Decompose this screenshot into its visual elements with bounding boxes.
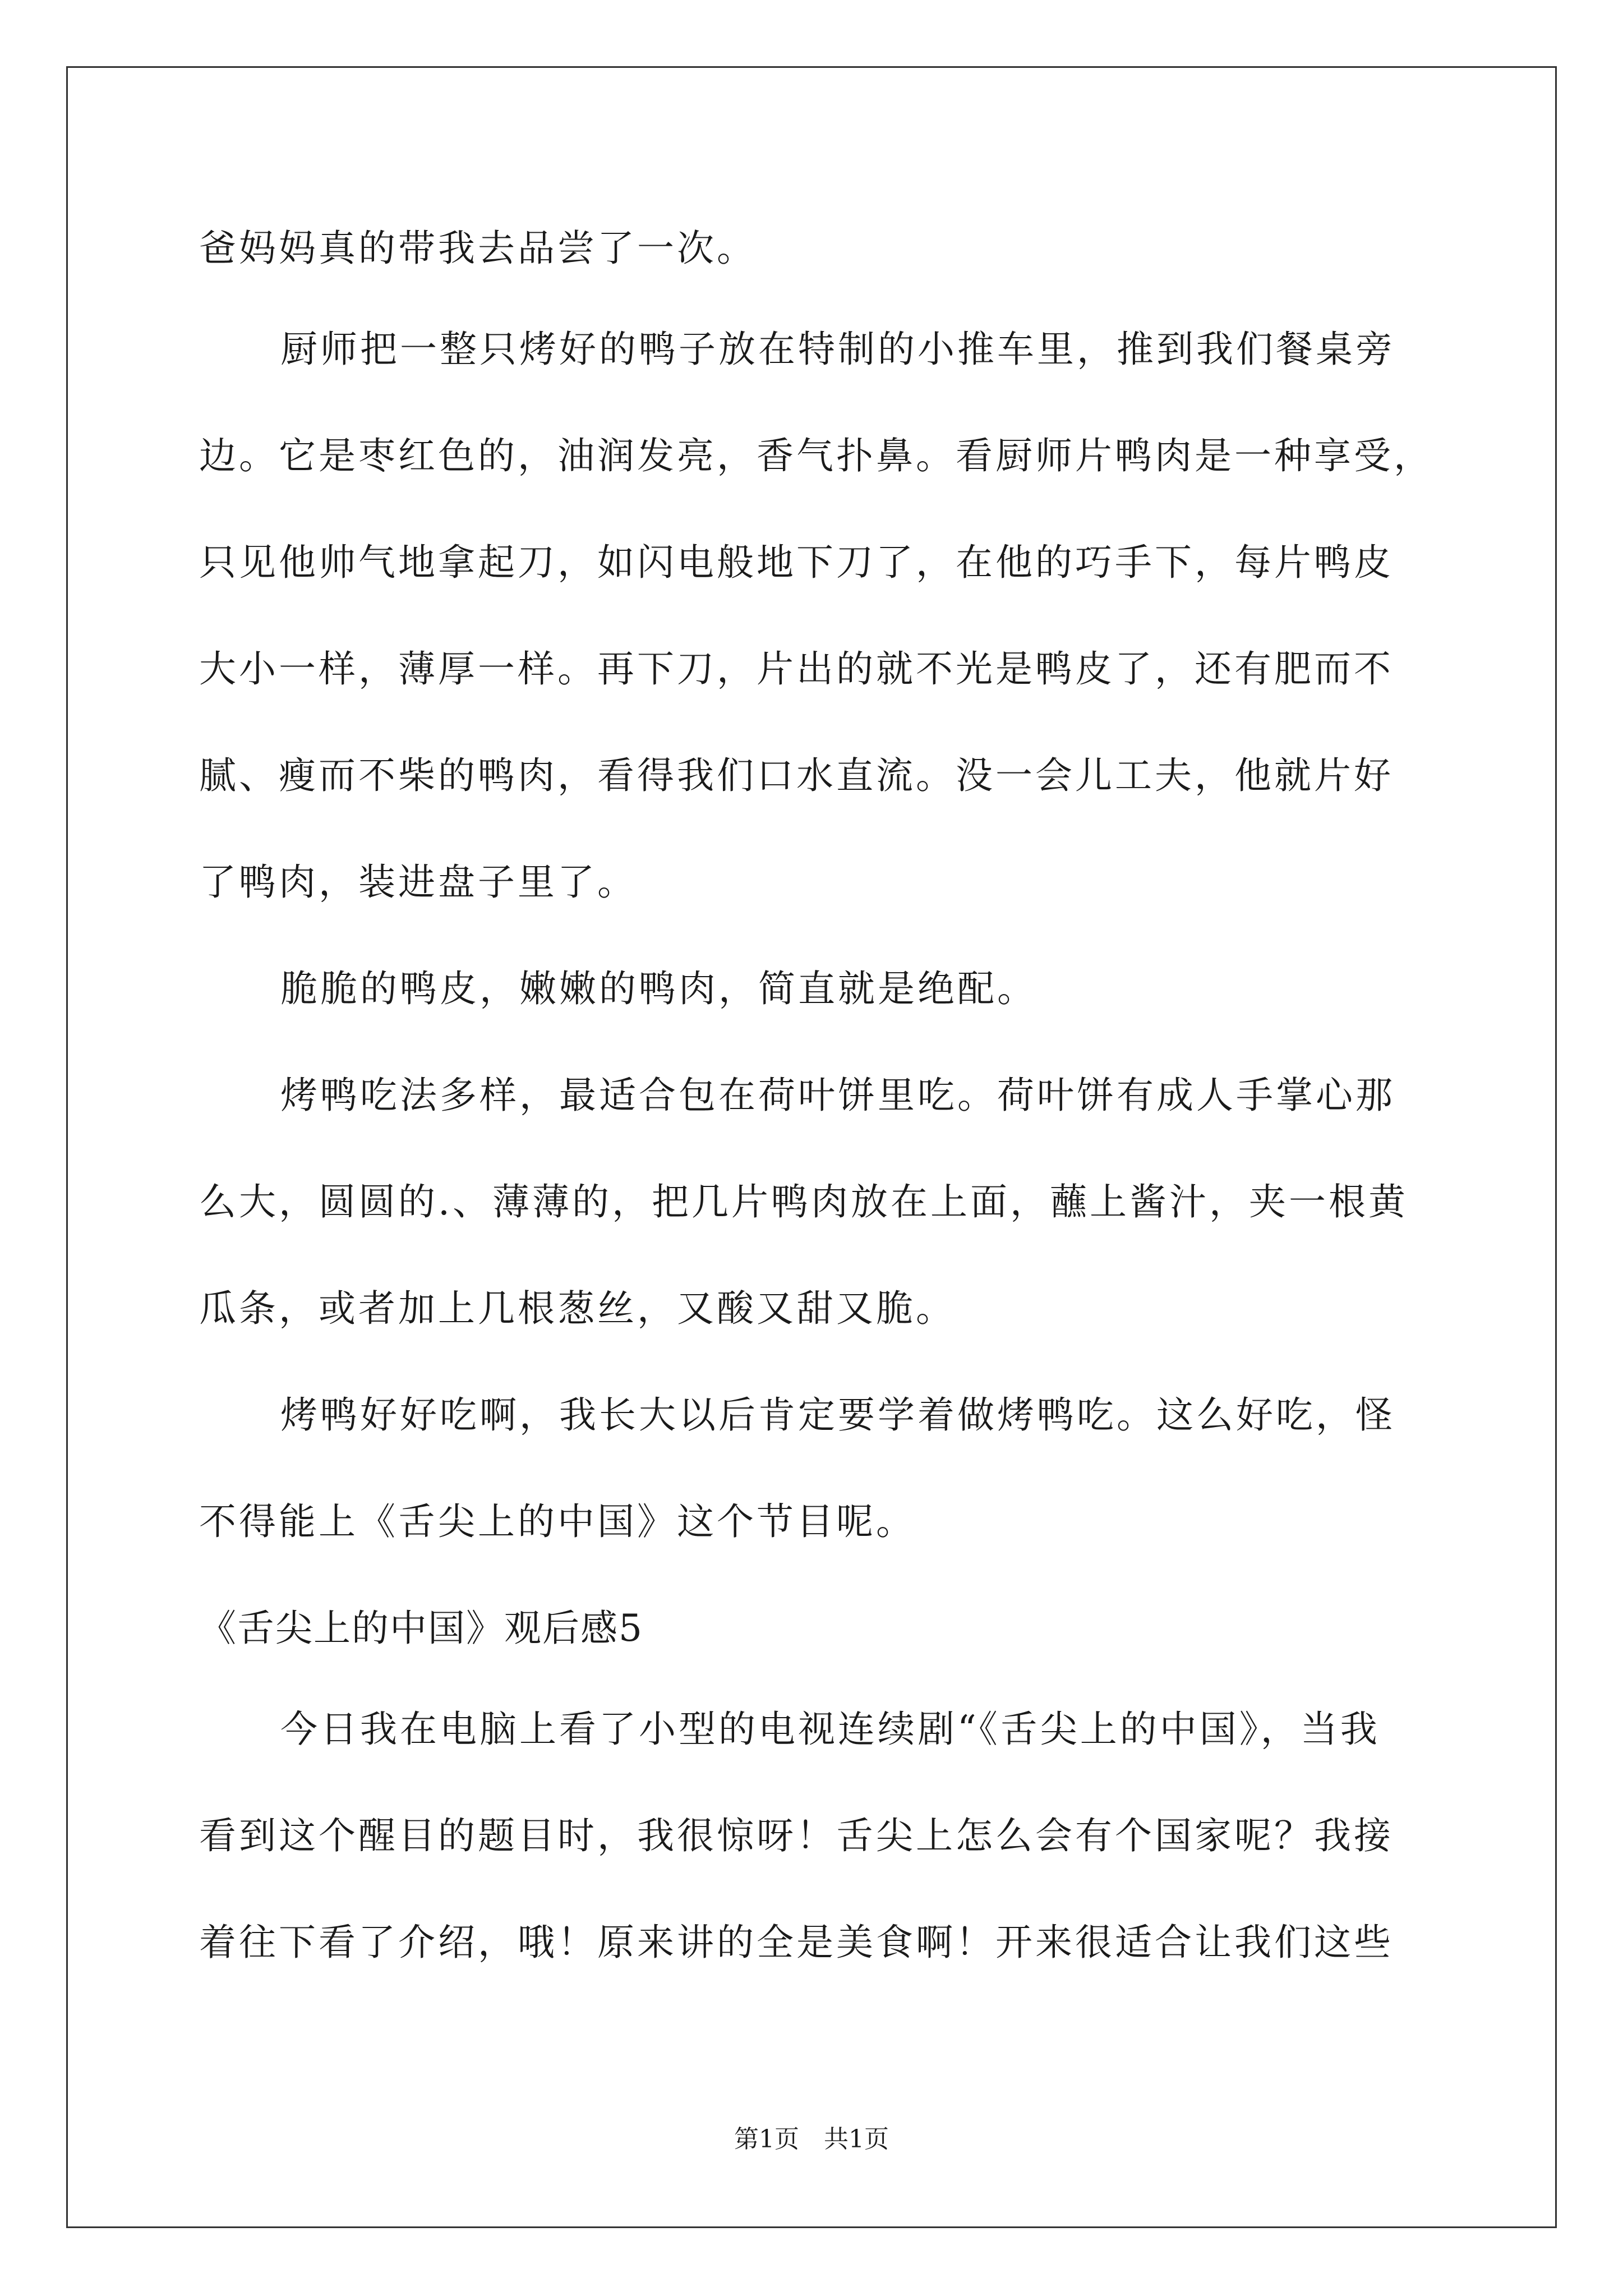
page-border — [66, 66, 1557, 2228]
text-line: 么大，圆圆的.、薄薄的，把几片鸭肉放在上面，蘸上酱汁，夹一根黄 — [199, 1180, 1408, 1223]
section-heading: 《舌尖上的中国》观后感5 — [199, 1607, 643, 1650]
paragraph-first-line: 今日我在电脑上看了小型的电视连续剧“《舌尖上的中国》，当我 — [280, 1708, 1380, 1751]
text-line: 爸妈妈真的带我去品尝了一次。 — [199, 227, 757, 270]
text-line: 看到这个醒目的题目时，我很惊呀！舌尖上怎么会有个国家呢？我接 — [199, 1814, 1394, 1857]
text-line: 腻、瘦而不柴的鸭肉，看得我们口水直流。没一会儿工夫，他就片好 — [199, 754, 1394, 797]
text-line: 大小一样，薄厚一样。再下刀，片出的就不光是鸭皮了，还有肥而不 — [199, 647, 1394, 691]
paragraph-first-line: 脆脆的鸭皮，嫩嫩的鸭肉，简直就是绝配。 — [280, 967, 1037, 1010]
text-line: 着往下看了介绍，哦！原来讲的全是美食啊！开来很适合让我们这些 — [199, 1921, 1394, 1964]
text-line: 不得能上《舌尖上的中国》这个节目呢。 — [199, 1500, 916, 1543]
text-line: 只见他帅气地拿起刀，如闪电般地下刀了，在他的巧手下，每片鸭皮 — [199, 541, 1394, 584]
paragraph-first-line: 烤鸭吃法多样，最适合包在荷叶饼里吃。荷叶饼有成人手掌心那 — [280, 1074, 1395, 1117]
page-footer: 第1页 共1页 — [734, 2125, 889, 2154]
text-line: 瓜条，或者加上几根葱丝，又酸又甜又脆。 — [199, 1287, 956, 1330]
paragraph-first-line: 厨师把一整只烤好的鸭子放在特制的小推车里，推到我们餐桌旁 — [280, 328, 1395, 371]
text-line: 边。它是枣红色的，油润发亮，香气扑鼻。看厨师片鸭肉是一种享受， — [199, 434, 1433, 477]
paragraph-first-line: 烤鸭好好吃啊，我长大以后肯定要学着做烤鸭吃。这么好吃，怪 — [280, 1393, 1395, 1437]
text-line: 了鸭肉，装进盘子里了。 — [199, 861, 637, 904]
